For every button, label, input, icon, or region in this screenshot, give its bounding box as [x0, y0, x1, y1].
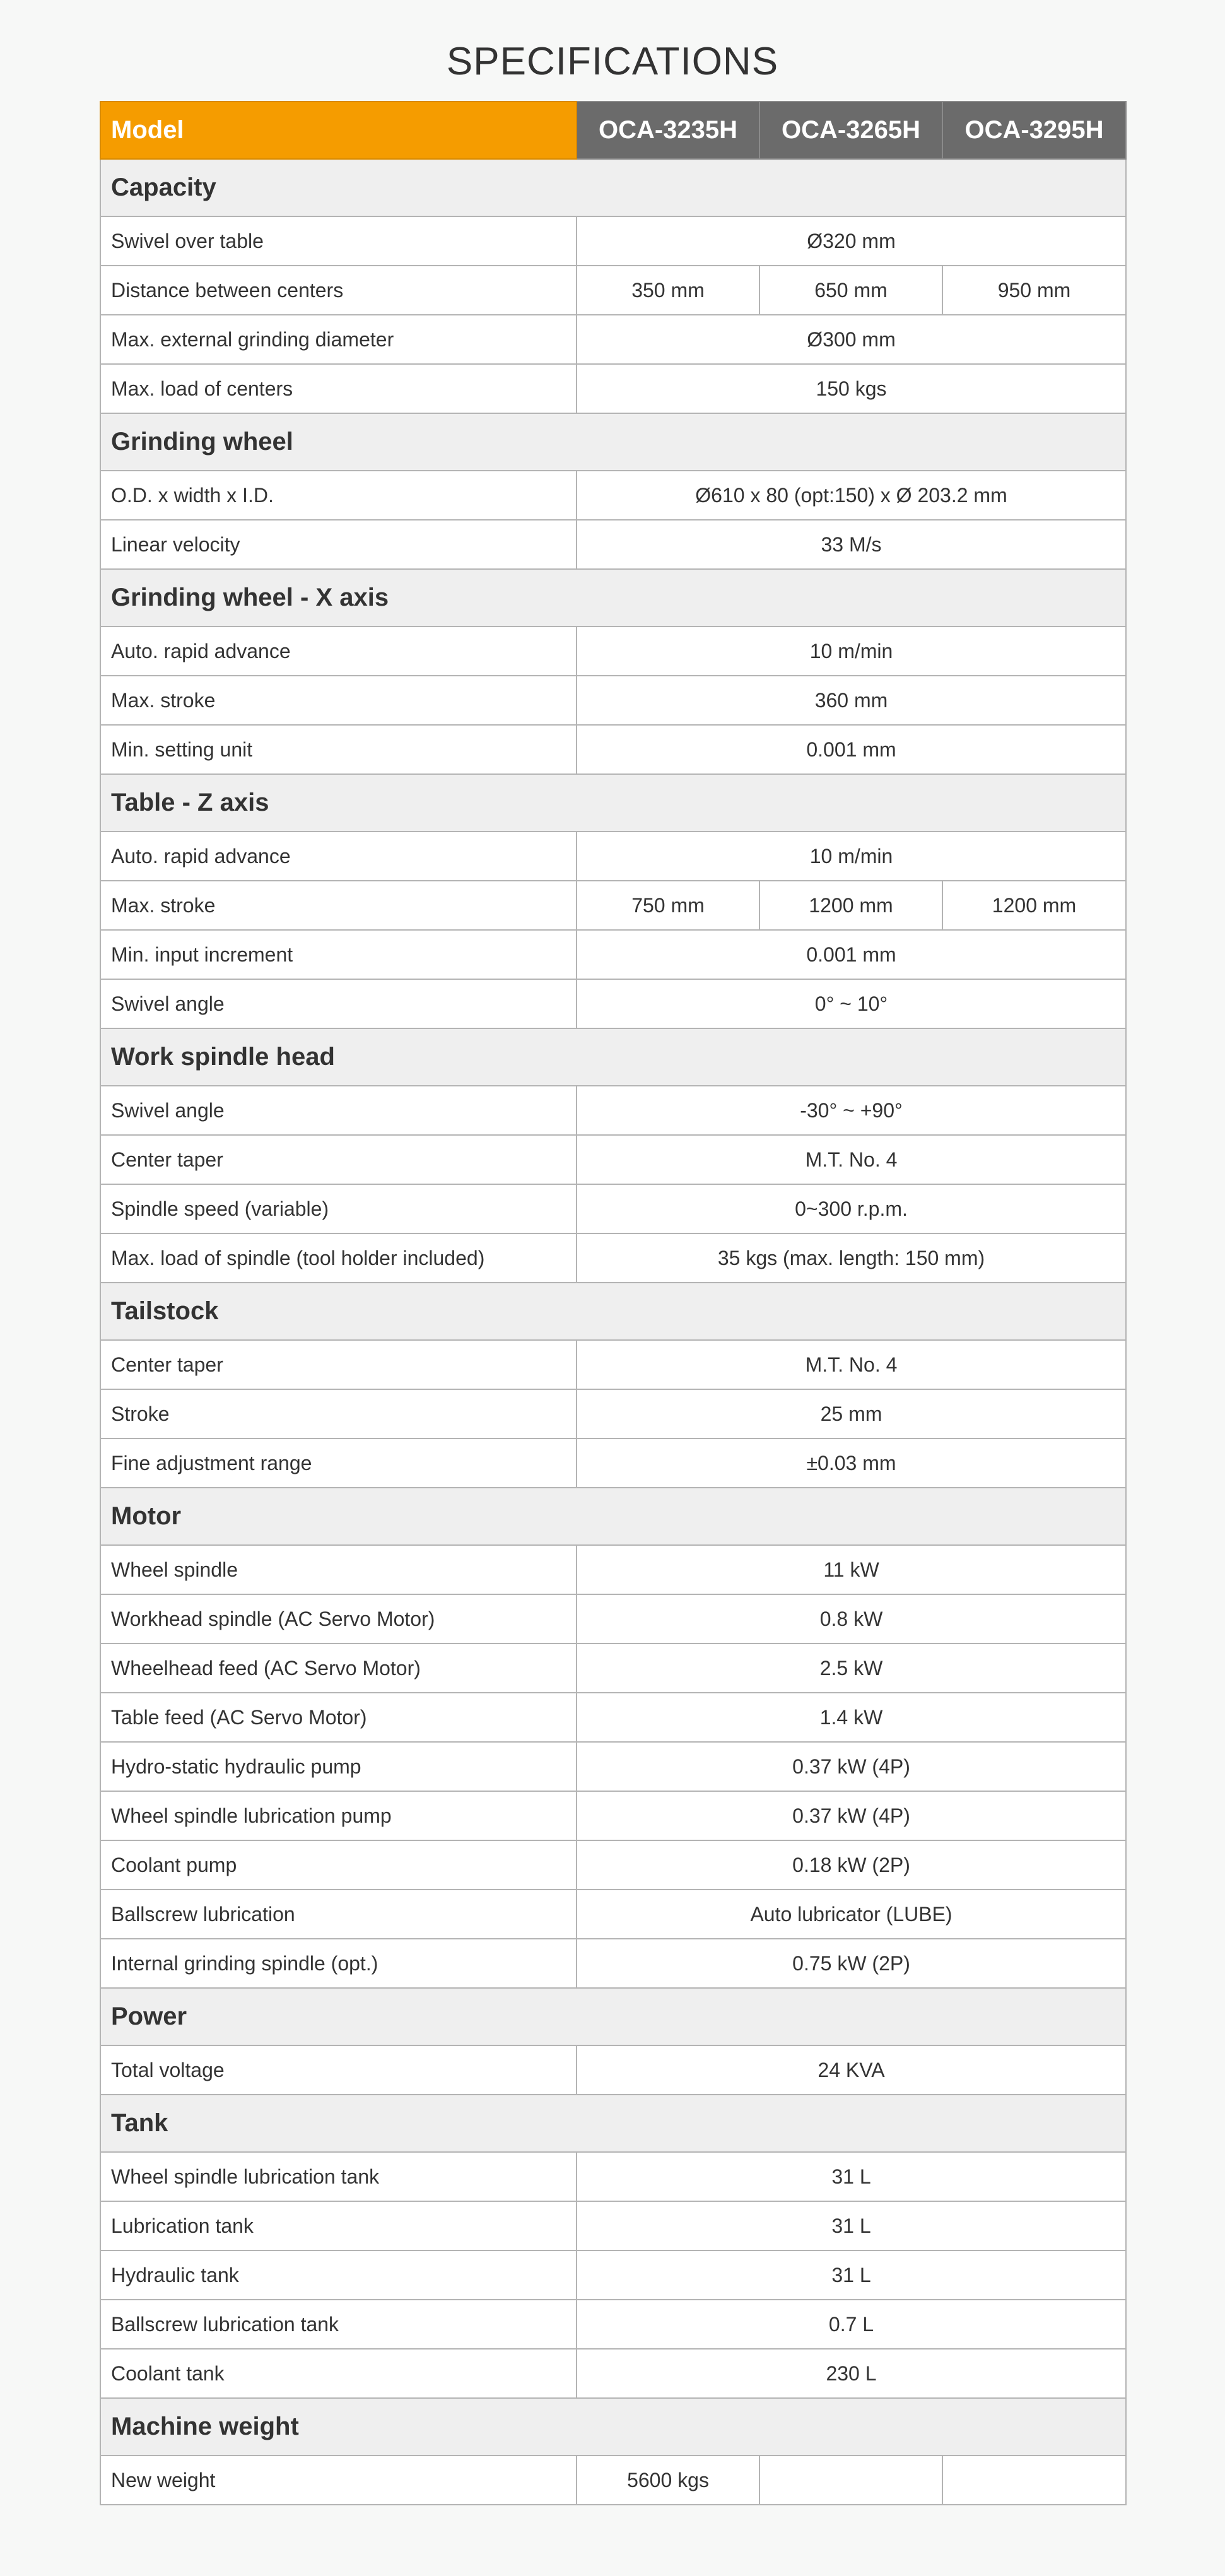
table-row: [100, 2201, 1126, 2250]
spec-label: Lubrication tank: [100, 2201, 577, 2250]
spec-label: Center taper: [100, 1340, 577, 1389]
spec-label: Min. input increment: [100, 930, 577, 979]
spec-value-oca-3235h: 5600 kgs: [577, 2455, 759, 2505]
section-title: Work spindle head: [100, 1028, 1126, 1086]
spec-value: Ø300 mm: [577, 315, 1126, 364]
spec-value: 0~300 r.p.m.: [577, 1184, 1126, 1233]
spec-label: Linear velocity: [100, 520, 577, 569]
section-title: Machine weight: [100, 2398, 1126, 2455]
section-row-tank: [100, 2095, 1126, 2152]
spec-value: Ø610 x 80 (opt:150) x Ø 203.2 mm: [577, 471, 1126, 520]
spec-value: 0.18 kW (2P): [577, 1840, 1126, 1890]
spec-value: 25 mm: [577, 1389, 1126, 1438]
spec-label: Wheel spindle: [100, 1545, 577, 1594]
table-row: [100, 1890, 1126, 1939]
spec-label: Stroke: [100, 1389, 577, 1438]
spec-label: Swivel over table: [100, 216, 577, 266]
section-row-motor: [100, 1488, 1126, 1545]
table-header-row: [100, 102, 1126, 159]
table-row: [100, 676, 1126, 725]
section-title: Motor: [100, 1488, 1126, 1545]
spec-value: -30° ~ +90°: [577, 1086, 1126, 1135]
spec-value: 11 kW: [577, 1545, 1126, 1594]
section-row-grinding-wheel: [100, 413, 1126, 471]
spec-value: 0.8 kW: [577, 1594, 1126, 1644]
table-row: [100, 1233, 1126, 1283]
spec-value: 31 L: [577, 2152, 1126, 2201]
model-header-label: Model: [100, 102, 577, 159]
page-title: SPECIFICATIONS: [446, 40, 779, 83]
spec-label: Wheel spindle lubrication pump: [100, 1791, 577, 1840]
spec-label: Distance between centers: [100, 266, 577, 315]
spec-label: Table feed (AC Servo Motor): [100, 1693, 577, 1742]
table-row: [100, 930, 1126, 979]
section-title: Grinding wheel - X axis: [100, 569, 1126, 626]
section-title: Tailstock: [100, 1283, 1126, 1340]
table-row: [100, 364, 1126, 413]
table-row: [100, 1184, 1126, 1233]
table-row: [100, 2045, 1126, 2095]
spec-label: Fine adjustment range: [100, 1438, 577, 1488]
table-row: [100, 1644, 1126, 1693]
spec-value: 31 L: [577, 2250, 1126, 2300]
specifications-body: [100, 159, 1126, 2505]
spec-label: Coolant pump: [100, 1840, 577, 1890]
section-row-grinding-wheel-x-axis: [100, 569, 1126, 626]
spec-value: M.T. No. 4: [577, 1340, 1126, 1389]
spec-value: 24 KVA: [577, 2045, 1126, 2095]
table-row: [100, 881, 1126, 930]
spec-value-oca-3295h: 950 mm: [942, 266, 1126, 315]
section-title: Capacity: [100, 159, 1126, 216]
spec-value: 33 M/s: [577, 520, 1126, 569]
table-row: [100, 471, 1126, 520]
spec-value: 10 m/min: [577, 626, 1126, 676]
spec-value: 360 mm: [577, 676, 1126, 725]
model-header-oca-3265h: OCA-3265H: [759, 102, 942, 159]
spec-label: Hydraulic tank: [100, 2250, 577, 2300]
spec-value: 0.001 mm: [577, 725, 1126, 774]
spec-label: Max. stroke: [100, 676, 577, 725]
section-title: Table - Z axis: [100, 774, 1126, 832]
spec-value-oca-3235h: 750 mm: [577, 881, 759, 930]
spec-label: Min. setting unit: [100, 725, 577, 774]
spec-label: Ballscrew lubrication: [100, 1890, 577, 1939]
table-row: [100, 1340, 1126, 1389]
table-row: [100, 626, 1126, 676]
spec-value-oca-3295h: [942, 2455, 1126, 2505]
section-title: Power: [100, 1988, 1126, 2045]
table-row: [100, 2455, 1126, 2505]
spec-label: New weight: [100, 2455, 577, 2505]
spec-label: Hydro-static hydraulic pump: [100, 1742, 577, 1791]
table-row: [100, 1693, 1126, 1742]
spec-value: 1.4 kW: [577, 1693, 1126, 1742]
spec-label: Wheel spindle lubrication tank: [100, 2152, 577, 2201]
table-row: [100, 1840, 1126, 1890]
table-row: [100, 2250, 1126, 2300]
spec-value-oca-3265h: [759, 2455, 942, 2505]
table-row: [100, 1438, 1126, 1488]
spec-value: Ø320 mm: [577, 216, 1126, 266]
spec-label: Max. external grinding diameter: [100, 315, 577, 364]
table-row: [100, 216, 1126, 266]
spec-value: 0.37 kW (4P): [577, 1742, 1126, 1791]
spec-value: Auto lubricator (LUBE): [577, 1890, 1126, 1939]
table-row: [100, 1594, 1126, 1644]
section-row-table-z-axis: [100, 774, 1126, 832]
section-title: Grinding wheel: [100, 413, 1126, 471]
spec-label: Auto. rapid advance: [100, 832, 577, 881]
spec-value: 230 L: [577, 2349, 1126, 2398]
spec-label: Max. load of spindle (tool holder included): [100, 1233, 577, 1283]
section-row-power: [100, 1988, 1126, 2045]
spec-label: Ballscrew lubrication tank: [100, 2300, 577, 2349]
table-row: [100, 725, 1126, 774]
spec-value-oca-3235h: 350 mm: [577, 266, 759, 315]
section-row-tailstock: [100, 1283, 1126, 1340]
spec-value: ±0.03 mm: [577, 1438, 1126, 1488]
spec-label: Coolant tank: [100, 2349, 577, 2398]
table-row: [100, 1389, 1126, 1438]
table-row: [100, 832, 1126, 881]
table-row: [100, 1939, 1126, 1988]
spec-label: Wheelhead feed (AC Servo Motor): [100, 1644, 577, 1693]
spec-label: Internal grinding spindle (opt.): [100, 1939, 577, 1988]
table-row: [100, 979, 1126, 1028]
spec-label: Total voltage: [100, 2045, 577, 2095]
table-row: [100, 315, 1126, 364]
spec-value: 0.37 kW (4P): [577, 1791, 1126, 1840]
spec-value: 2.5 kW: [577, 1644, 1126, 1693]
spec-value: 0.7 L: [577, 2300, 1126, 2349]
section-row-capacity: [100, 159, 1126, 216]
table-row: [100, 2349, 1126, 2398]
section-row-machine-weight: [100, 2398, 1126, 2455]
spec-value-oca-3295h: 1200 mm: [942, 881, 1126, 930]
spec-label: Max. load of centers: [100, 364, 577, 413]
spec-label: Workhead spindle (AC Servo Motor): [100, 1594, 577, 1644]
table-row: [100, 2152, 1126, 2201]
spec-value: 0° ~ 10°: [577, 979, 1126, 1028]
spec-label: Center taper: [100, 1135, 577, 1184]
spec-label: O.D. x width x I.D.: [100, 471, 577, 520]
table-row: [100, 520, 1126, 569]
table-row: [100, 266, 1126, 315]
spec-value: 150 kgs: [577, 364, 1126, 413]
table-row: [100, 1135, 1126, 1184]
section-row-work-spindle-head: [100, 1028, 1126, 1086]
spec-value: 31 L: [577, 2201, 1126, 2250]
spec-value: M.T. No. 4: [577, 1135, 1126, 1184]
spec-label: Spindle speed (variable): [100, 1184, 577, 1233]
section-title: Tank: [100, 2095, 1126, 2152]
table-row: [100, 1742, 1126, 1791]
spec-value-oca-3265h: 650 mm: [759, 266, 942, 315]
specifications-table: [100, 101, 1127, 2505]
spec-value: 10 m/min: [577, 832, 1126, 881]
table-row: [100, 2300, 1126, 2349]
table-row: [100, 1086, 1126, 1135]
spec-label: Swivel angle: [100, 979, 577, 1028]
spec-value: 0.001 mm: [577, 930, 1126, 979]
model-header-oca-3235h: OCA-3235H: [577, 102, 759, 159]
spec-label: Swivel angle: [100, 1086, 577, 1135]
table-row: [100, 1545, 1126, 1594]
spec-value-oca-3265h: 1200 mm: [759, 881, 942, 930]
table-row: [100, 1791, 1126, 1840]
spec-label: Max. stroke: [100, 881, 577, 930]
spec-label: Auto. rapid advance: [100, 626, 577, 676]
spec-value: 0.75 kW (2P): [577, 1939, 1126, 1988]
model-header-oca-3295h: OCA-3295H: [942, 102, 1126, 159]
spec-value: 35 kgs (max. length: 150 mm): [577, 1233, 1126, 1283]
